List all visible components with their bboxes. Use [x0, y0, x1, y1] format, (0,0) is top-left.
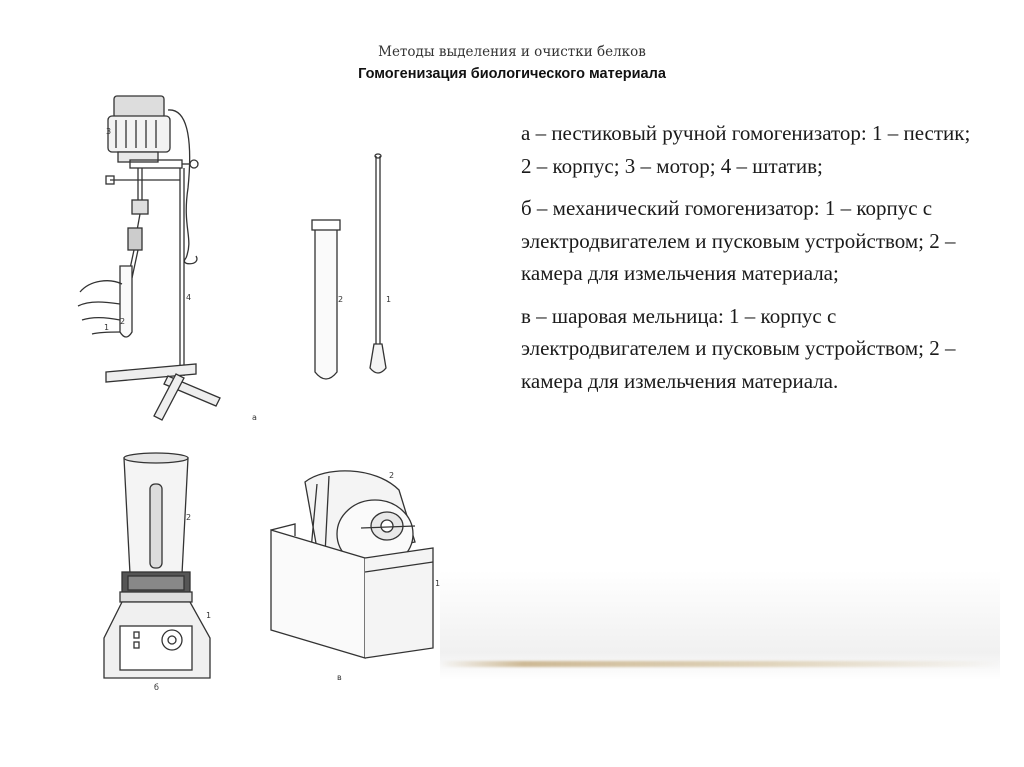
- slide-title: Гомогенизация биологического материала: [358, 66, 666, 82]
- figure-letter-b: б: [154, 683, 159, 692]
- decorative-shadow-line: [440, 661, 1000, 667]
- slide-subtitle: Методы выделения и очистки белков: [378, 44, 646, 60]
- label-blender-chamber: 2: [186, 513, 192, 522]
- description-text: [521, 117, 976, 407]
- figure-ball-mill: [265, 462, 445, 687]
- figure-pestle-homogenizer: [70, 88, 420, 433]
- label-tube-body: 2: [338, 295, 344, 304]
- paragraph-pestle-homogenizer: а – пестиковый ручной гомогенизатор: 1 – пестик; 2 – корпус; 3 – мотор; 4 – штатив;: [521, 121, 971, 178]
- label-mill-housing: 1: [435, 579, 441, 588]
- label-mill-chamber: 2: [389, 471, 395, 480]
- label-stand: 4: [186, 293, 192, 302]
- figure-mechanical-homogenizer: [100, 448, 230, 693]
- label-body: 2: [120, 317, 126, 326]
- label-blender-housing: 1: [206, 611, 212, 620]
- label-pestle: 1: [104, 323, 110, 332]
- label-motor: 3: [106, 127, 112, 136]
- paragraph-mechanical-homogenizer: б – механический гомогенизатор: 1 – корпус с электродвигателем и пусковым устройством; 2 – камера для измельчения материала;: [521, 196, 956, 285]
- paragraph-ball-mill: в – шаровая мельница: 1 – корпус с электродвигателем и пусковым устройством; 2 – камера для измельчения материала.: [521, 303, 956, 393]
- figure-letter-c: в: [337, 673, 342, 682]
- label-tube-pestle: 1: [386, 295, 392, 304]
- figure-letter-a: а: [252, 413, 257, 422]
